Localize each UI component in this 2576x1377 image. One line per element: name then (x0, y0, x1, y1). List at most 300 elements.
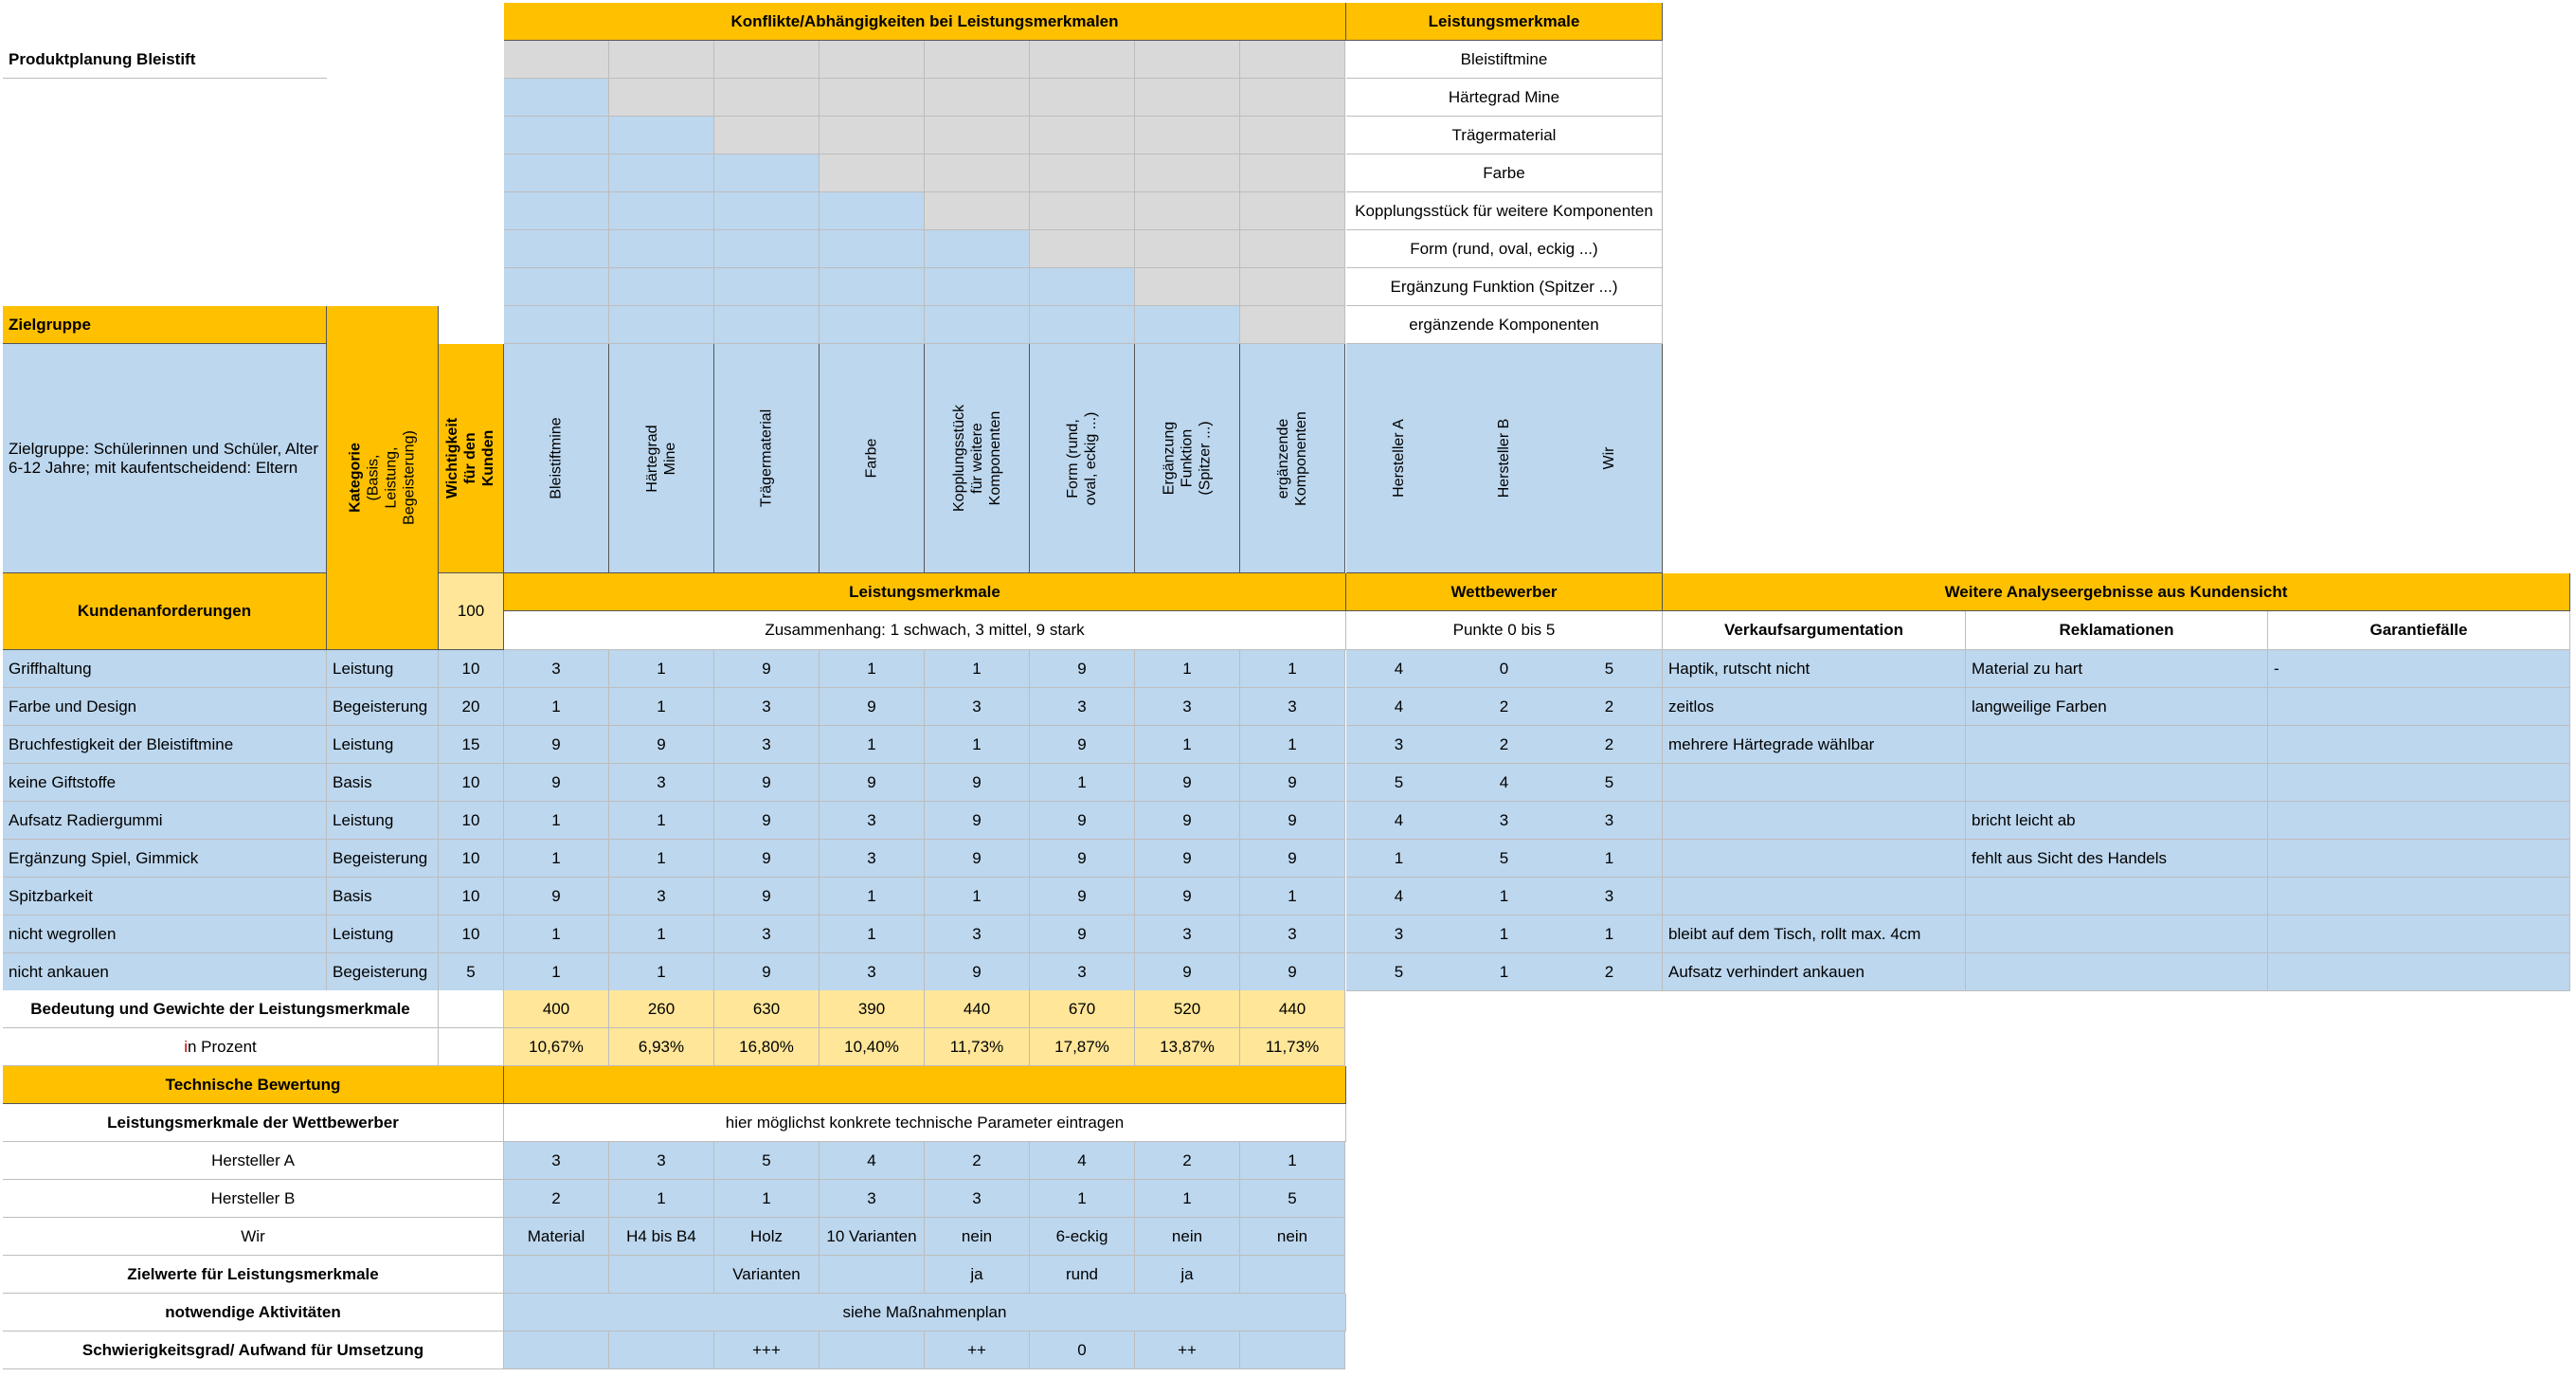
garantie-cell[interactable] (2268, 688, 2570, 726)
conflict-cell[interactable] (504, 306, 609, 344)
kategorie-header[interactable] (327, 306, 439, 650)
conflict-cell[interactable] (609, 79, 714, 117)
weight-value[interactable]: 260 (609, 990, 714, 1028)
relation-value[interactable]: 3 (714, 726, 820, 764)
relation-value[interactable]: 1 (1135, 650, 1240, 688)
conflict-cell[interactable] (1240, 306, 1345, 344)
feature-vertical-header[interactable] (504, 344, 609, 573)
competitor-score[interactable]: 3 (1557, 878, 1663, 915)
feature-label[interactable]: Trägermaterial (1346, 117, 1663, 154)
verkauf-cell[interactable]: mehrere Härtegrade wählbar (1663, 726, 1966, 764)
weight-percent[interactable]: 10,40% (820, 1028, 925, 1066)
weight-percent[interactable]: 17,87% (1030, 1028, 1135, 1066)
conflict-cell[interactable] (1030, 79, 1135, 117)
schw-value[interactable] (609, 1332, 714, 1369)
feature-vertical-header[interactable] (714, 344, 820, 573)
ziel-value[interactable] (1240, 1256, 1345, 1294)
reklamationen-header[interactable]: Reklamationen (1966, 611, 2268, 650)
relation-value[interactable]: 3 (1240, 915, 1345, 953)
conflict-cell[interactable] (1240, 117, 1345, 154)
conflict-cell[interactable] (925, 230, 1030, 268)
competitor-vertical-header[interactable] (1346, 344, 1452, 573)
relation-value[interactable]: 1 (925, 726, 1030, 764)
competitor-score[interactable]: 5 (1557, 650, 1663, 688)
relation-value[interactable]: 3 (820, 802, 925, 840)
reklamation-cell[interactable] (1966, 953, 2268, 991)
tech-value[interactable]: 1 (609, 1180, 714, 1218)
relation-value[interactable]: 1 (1240, 726, 1345, 764)
feature-vertical-header[interactable] (925, 344, 1030, 573)
competitor-score[interactable]: 0 (1451, 650, 1558, 688)
reklamation-cell[interactable] (1966, 878, 2268, 915)
leistungsmerkmale-header-right[interactable]: Leistungsmerkmale (1346, 3, 1663, 41)
weight-percent[interactable]: 13,87% (1135, 1028, 1240, 1066)
weight-value[interactable]: 440 (925, 990, 1030, 1028)
schw-value[interactable]: ++ (925, 1332, 1030, 1369)
conflict-cell[interactable] (609, 41, 714, 79)
feature-label[interactable]: Ergänzung Funktion (Spitzer ...) (1346, 268, 1663, 306)
conflict-cell[interactable] (1240, 192, 1345, 230)
punkte-note[interactable]: Punkte 0 bis 5 (1346, 611, 1663, 650)
requirement-weight[interactable]: 10 (439, 802, 504, 840)
conflict-cell[interactable] (820, 117, 925, 154)
ziel-value[interactable]: ja (925, 1256, 1030, 1294)
relation-value[interactable]: 3 (820, 840, 925, 878)
schw-value[interactable]: ++ (1135, 1332, 1240, 1369)
relation-value[interactable]: 9 (1135, 764, 1240, 802)
competitor-score[interactable]: 5 (1557, 764, 1663, 802)
relation-value[interactable]: 3 (1135, 915, 1240, 953)
verkauf-cell[interactable] (1663, 764, 1966, 802)
relation-value[interactable]: 3 (504, 650, 609, 688)
zusammenhang-note[interactable]: Zusammenhang: 1 schwach, 3 mittel, 9 stark (504, 611, 1346, 650)
conflict-cell[interactable] (1135, 268, 1240, 306)
conflict-cell[interactable] (1135, 79, 1240, 117)
pct-empty[interactable] (439, 1028, 504, 1066)
reklamation-cell[interactable] (1966, 915, 2268, 953)
relation-value[interactable]: 9 (1135, 953, 1240, 991)
verkauf-cell[interactable] (1663, 878, 1966, 915)
relation-value[interactable]: 1 (820, 650, 925, 688)
conflict-cell[interactable] (714, 306, 820, 344)
reklamation-cell[interactable] (1966, 726, 2268, 764)
conflict-cell[interactable] (609, 192, 714, 230)
akt-label[interactable]: notwendige Aktivitäten (3, 1294, 504, 1332)
tech-value[interactable]: 1 (1030, 1180, 1135, 1218)
weight-percent[interactable]: 11,73% (925, 1028, 1030, 1066)
reklamation-cell[interactable]: langweilige Farben (1966, 688, 2268, 726)
competitor-score[interactable]: 4 (1346, 650, 1452, 688)
competitor-score[interactable]: 5 (1346, 764, 1452, 802)
conflict-cell[interactable] (925, 117, 1030, 154)
garantie-cell[interactable] (2268, 726, 2570, 764)
conflict-cell[interactable] (1030, 41, 1135, 79)
conflict-cell[interactable] (820, 79, 925, 117)
relation-value[interactable]: 9 (925, 953, 1030, 991)
tech-value[interactable]: 5 (1240, 1180, 1345, 1218)
garantie-cell[interactable] (2268, 840, 2570, 878)
conflict-cell[interactable] (1240, 268, 1345, 306)
conflict-cell[interactable] (1030, 230, 1135, 268)
kundenanforderungen-header[interactable]: Kundenanforderungen (3, 573, 327, 650)
relation-value[interactable]: 3 (714, 688, 820, 726)
relation-value[interactable]: 1 (609, 650, 714, 688)
requirement-category[interactable]: Leistung (327, 802, 439, 840)
relation-value[interactable]: 9 (1240, 802, 1345, 840)
conflict-cell[interactable] (714, 41, 820, 79)
tech-value[interactable]: 1 (1135, 1180, 1240, 1218)
conflict-cell[interactable] (925, 79, 1030, 117)
relation-value[interactable]: 1 (1030, 764, 1135, 802)
tech-header[interactable]: Technische Bewertung (3, 1066, 504, 1104)
weight-value[interactable]: 630 (714, 990, 820, 1028)
conflict-cell[interactable] (1135, 41, 1240, 79)
requirement-name[interactable]: nicht wegrollen (3, 915, 327, 953)
ziel-label[interactable]: Zielwerte für Leistungsmerkmale (3, 1256, 504, 1294)
conflict-cell[interactable] (925, 41, 1030, 79)
feature-vertical-header[interactable] (820, 344, 925, 573)
verkauf-cell[interactable]: Haptik, rutscht nicht (1663, 650, 1966, 688)
tech-value[interactable]: 6-eckig (1030, 1218, 1135, 1256)
weights-empty[interactable] (439, 990, 504, 1028)
weight-value[interactable]: 400 (504, 990, 609, 1028)
requirement-category[interactable]: Leistung (327, 726, 439, 764)
competitor-score[interactable]: 1 (1451, 878, 1558, 915)
relation-value[interactable]: 1 (504, 802, 609, 840)
ziel-value[interactable] (504, 1256, 609, 1294)
relation-value[interactable]: 1 (609, 688, 714, 726)
relation-value[interactable]: 1 (820, 878, 925, 915)
schw-label[interactable]: Schwierigkeitsgrad/ Aufwand für Umsetzung (3, 1332, 504, 1369)
conflict-cell[interactable] (820, 230, 925, 268)
ziel-value[interactable]: rund (1030, 1256, 1135, 1294)
tech-value[interactable]: Material (504, 1218, 609, 1256)
tech-row-label[interactable]: Wir (3, 1218, 504, 1256)
conflict-cell[interactable] (1240, 154, 1345, 192)
conflict-cell[interactable] (504, 117, 609, 154)
weights-label[interactable]: Bedeutung und Gewichte der Leistungsmerkmale (3, 990, 439, 1028)
competitor-vertical-header[interactable] (1451, 344, 1558, 573)
relation-value[interactable]: 9 (714, 650, 820, 688)
reklamation-cell[interactable]: Material zu hart (1966, 650, 2268, 688)
conflict-cell[interactable] (714, 268, 820, 306)
reklamation-cell[interactable]: fehlt aus Sicht des Handels (1966, 840, 2268, 878)
conflict-cell[interactable] (504, 154, 609, 192)
weight-value[interactable]: 390 (820, 990, 925, 1028)
conflict-cell[interactable] (1030, 268, 1135, 306)
requirement-weight[interactable]: 10 (439, 840, 504, 878)
conflict-cell[interactable] (714, 117, 820, 154)
requirement-category[interactable]: Begeisterung (327, 840, 439, 878)
schw-value[interactable] (1240, 1332, 1345, 1369)
verkauf-header[interactable]: Verkaufsargumentation (1663, 611, 1966, 650)
leistungsmerkmale-header[interactable]: Leistungsmerkmale (504, 573, 1346, 611)
requirement-name[interactable]: nicht ankauen (3, 953, 327, 991)
relation-value[interactable]: 1 (504, 953, 609, 991)
requirement-weight[interactable]: 10 (439, 650, 504, 688)
conflict-cell[interactable] (609, 230, 714, 268)
conflict-cell[interactable] (504, 41, 609, 79)
competitor-score[interactable]: 2 (1451, 726, 1558, 764)
ziel-value[interactable] (820, 1256, 925, 1294)
requirement-name[interactable]: Aufsatz Radiergummi (3, 802, 327, 840)
requirement-category[interactable]: Basis (327, 764, 439, 802)
feature-vertical-header[interactable] (1240, 344, 1345, 573)
tech-value[interactable]: 4 (820, 1142, 925, 1180)
conflict-cell[interactable] (609, 268, 714, 306)
relation-value[interactable]: 9 (714, 953, 820, 991)
tech-value[interactable]: nein (1135, 1218, 1240, 1256)
tech-value[interactable]: 3 (504, 1142, 609, 1180)
conflict-cell[interactable] (1240, 79, 1345, 117)
competitor-score[interactable]: 1 (1557, 915, 1663, 953)
relation-value[interactable]: 9 (1240, 953, 1345, 991)
requirement-weight[interactable]: 10 (439, 915, 504, 953)
verkauf-cell[interactable]: Aufsatz verhindert ankauen (1663, 953, 1966, 991)
relation-value[interactable]: 3 (925, 688, 1030, 726)
conflict-cell[interactable] (925, 268, 1030, 306)
competitor-score[interactable]: 2 (1557, 726, 1663, 764)
relation-value[interactable]: 9 (609, 726, 714, 764)
requirement-name[interactable]: Spitzbarkeit (3, 878, 327, 915)
requirement-category[interactable]: Begeisterung (327, 953, 439, 991)
conflict-cell[interactable] (714, 230, 820, 268)
tech-value[interactable]: 3 (925, 1180, 1030, 1218)
relation-value[interactable]: 9 (1240, 764, 1345, 802)
competitor-score[interactable]: 1 (1346, 840, 1452, 878)
relation-value[interactable]: 9 (925, 802, 1030, 840)
relation-value[interactable]: 9 (1030, 878, 1135, 915)
requirement-category[interactable]: Leistung (327, 915, 439, 953)
tech-comp-label[interactable]: Leistungsmerkmale der Wettbewerber (3, 1104, 504, 1142)
relation-value[interactable]: 9 (1135, 802, 1240, 840)
competitor-score[interactable]: 4 (1346, 688, 1452, 726)
relation-value[interactable]: 9 (714, 802, 820, 840)
relation-value[interactable]: 9 (714, 764, 820, 802)
feature-label[interactable]: Härtegrad Mine (1346, 79, 1663, 117)
wichtigkeit-header[interactable] (439, 344, 504, 573)
conflict-cell[interactable] (504, 268, 609, 306)
tech-value[interactable]: 3 (609, 1142, 714, 1180)
conflict-cell[interactable] (1135, 192, 1240, 230)
conflict-cell[interactable] (714, 192, 820, 230)
competitor-score[interactable]: 5 (1346, 953, 1452, 991)
relation-value[interactable]: 3 (820, 953, 925, 991)
tech-value[interactable]: H4 bis B4 (609, 1218, 714, 1256)
feature-label[interactable]: Kopplungsstück für weitere Komponenten (1346, 192, 1663, 230)
zielgruppe-text[interactable]: Zielgruppe: Schülerinnen und Schüler, Alter 6-12 Jahre; mit kaufentscheidend: Eltern (3, 344, 327, 573)
competitor-score[interactable]: 1 (1451, 915, 1558, 953)
relation-value[interactable]: 1 (820, 915, 925, 953)
relation-value[interactable]: 9 (1030, 840, 1135, 878)
relation-value[interactable]: 1 (925, 650, 1030, 688)
schw-value[interactable]: +++ (714, 1332, 820, 1369)
feature-vertical-header[interactable] (609, 344, 714, 573)
relation-value[interactable]: 9 (1030, 802, 1135, 840)
schw-value[interactable] (820, 1332, 925, 1369)
relation-value[interactable]: 9 (1135, 840, 1240, 878)
ziel-value[interactable]: ja (1135, 1256, 1240, 1294)
competitor-score[interactable]: 2 (1557, 688, 1663, 726)
verkauf-cell[interactable] (1663, 802, 1966, 840)
relation-value[interactable]: 9 (1240, 840, 1345, 878)
tech-value[interactable]: Holz (714, 1218, 820, 1256)
relation-value[interactable]: 3 (714, 915, 820, 953)
akt-text[interactable]: siehe Maßnahmenplan (504, 1294, 1346, 1332)
requirement-name[interactable]: Griffhaltung (3, 650, 327, 688)
requirement-weight[interactable]: 10 (439, 878, 504, 915)
tech-value[interactable]: 2 (504, 1180, 609, 1218)
relation-value[interactable]: 1 (504, 915, 609, 953)
feature-vertical-header[interactable] (1135, 344, 1240, 573)
conflict-cell[interactable] (609, 154, 714, 192)
conflicts-header[interactable]: Konflikte/Abhängigkeiten bei Leistungsmerkmalen (504, 3, 1346, 41)
conflict-cell[interactable] (1135, 306, 1240, 344)
tech-value[interactable]: 1 (714, 1180, 820, 1218)
ziel-value[interactable] (609, 1256, 714, 1294)
relation-value[interactable]: 3 (609, 764, 714, 802)
conflict-cell[interactable] (504, 192, 609, 230)
conflict-cell[interactable] (504, 230, 609, 268)
competitor-score[interactable]: 3 (1346, 726, 1452, 764)
conflict-cell[interactable] (1240, 230, 1345, 268)
feature-vertical-header[interactable] (1030, 344, 1135, 573)
tech-header-fill[interactable] (504, 1066, 1346, 1104)
competitor-score[interactable]: 4 (1346, 878, 1452, 915)
weight-value[interactable]: 520 (1135, 990, 1240, 1028)
relation-value[interactable]: 1 (609, 953, 714, 991)
weight-percent[interactable]: 16,80% (714, 1028, 820, 1066)
tech-value[interactable]: 1 (1240, 1142, 1345, 1180)
ziel-value[interactable]: Varianten (714, 1256, 820, 1294)
competitor-score[interactable]: 4 (1451, 764, 1558, 802)
relation-value[interactable]: 9 (925, 764, 1030, 802)
conflict-cell[interactable] (1240, 41, 1345, 79)
garantie-cell[interactable] (2268, 915, 2570, 953)
tech-comp-hint[interactable]: hier möglichst konkrete technische Parameter eintragen (504, 1104, 1346, 1142)
requirement-category[interactable]: Basis (327, 878, 439, 915)
weight-percent[interactable]: 10,67% (504, 1028, 609, 1066)
conflict-cell[interactable] (820, 192, 925, 230)
competitor-score[interactable]: 4 (1346, 802, 1452, 840)
page-title[interactable]: Produktplanung Bleistift (3, 41, 327, 79)
weight-percent[interactable]: 6,93% (609, 1028, 714, 1066)
conflict-cell[interactable] (1135, 117, 1240, 154)
relation-value[interactable]: 9 (714, 878, 820, 915)
requirement-name[interactable]: keine Giftstoffe (3, 764, 327, 802)
verkauf-cell[interactable] (1663, 840, 1966, 878)
relation-value[interactable]: 1 (1135, 726, 1240, 764)
tech-value[interactable]: 3 (820, 1180, 925, 1218)
conflict-cell[interactable] (609, 117, 714, 154)
garantie-cell[interactable] (2268, 802, 2570, 840)
requirement-name[interactable]: Farbe und Design (3, 688, 327, 726)
relation-value[interactable]: 3 (1135, 688, 1240, 726)
relation-value[interactable]: 1 (1240, 650, 1345, 688)
competitor-vertical-header[interactable] (1557, 344, 1663, 573)
reklamation-cell[interactable]: bricht leicht ab (1966, 802, 2268, 840)
competitor-score[interactable]: 2 (1557, 953, 1663, 991)
schw-value[interactable]: 0 (1030, 1332, 1135, 1369)
relation-value[interactable]: 1 (925, 878, 1030, 915)
relation-value[interactable]: 1 (1240, 878, 1345, 915)
conflict-cell[interactable] (1030, 117, 1135, 154)
requirement-name[interactable]: Bruchfestigkeit der Bleistiftmine (3, 726, 327, 764)
weight-value[interactable]: 440 (1240, 990, 1345, 1028)
conflict-cell[interactable] (609, 306, 714, 344)
feature-label[interactable]: Form (rund, oval, eckig ...) (1346, 230, 1663, 268)
relation-value[interactable]: 1 (504, 688, 609, 726)
relation-value[interactable]: 9 (714, 840, 820, 878)
conflict-cell[interactable] (1030, 154, 1135, 192)
relation-value[interactable]: 9 (1030, 726, 1135, 764)
feature-label[interactable]: ergänzende Komponenten (1346, 306, 1663, 344)
conflict-cell[interactable] (1030, 306, 1135, 344)
garantie-header[interactable]: Garantiefälle (2268, 611, 2570, 650)
conflict-cell[interactable] (1135, 230, 1240, 268)
tech-value[interactable]: 4 (1030, 1142, 1135, 1180)
tech-value[interactable]: nein (925, 1218, 1030, 1256)
requirement-category[interactable]: Leistung (327, 650, 439, 688)
tech-value[interactable]: 5 (714, 1142, 820, 1180)
relation-value[interactable]: 9 (820, 688, 925, 726)
tech-value[interactable]: 10 Varianten (820, 1218, 925, 1256)
conflict-cell[interactable] (925, 192, 1030, 230)
requirement-weight[interactable]: 5 (439, 953, 504, 991)
relation-value[interactable]: 9 (1135, 878, 1240, 915)
conflict-cell[interactable] (925, 154, 1030, 192)
garantie-cell[interactable] (2268, 878, 2570, 915)
relation-value[interactable]: 3 (1030, 953, 1135, 991)
reklamation-cell[interactable] (1966, 764, 2268, 802)
verkauf-cell[interactable]: zeitlos (1663, 688, 1966, 726)
tech-value[interactable]: 2 (925, 1142, 1030, 1180)
weight-value[interactable]: 670 (1030, 990, 1135, 1028)
schw-value[interactable] (504, 1332, 609, 1369)
conflict-cell[interactable] (1030, 192, 1135, 230)
tech-value[interactable]: 2 (1135, 1142, 1240, 1180)
weight-percent[interactable]: 11,73% (1240, 1028, 1345, 1066)
wichtigkeit-total[interactable]: 100 (439, 573, 504, 650)
conflict-cell[interactable] (820, 306, 925, 344)
relation-value[interactable]: 9 (820, 764, 925, 802)
competitor-score[interactable]: 2 (1451, 688, 1558, 726)
requirement-weight[interactable]: 15 (439, 726, 504, 764)
relation-value[interactable]: 9 (504, 878, 609, 915)
relation-value[interactable]: 3 (1030, 688, 1135, 726)
relation-value[interactable]: 1 (820, 726, 925, 764)
relation-value[interactable]: 9 (1030, 650, 1135, 688)
relation-value[interactable]: 3 (925, 915, 1030, 953)
relation-value[interactable]: 1 (609, 915, 714, 953)
relation-value[interactable]: 1 (504, 840, 609, 878)
zielgruppe-header[interactable]: Zielgruppe (3, 306, 327, 344)
conflict-cell[interactable] (820, 154, 925, 192)
wettbewerber-header[interactable]: Wettbewerber (1346, 573, 1663, 611)
conflict-cell[interactable] (820, 268, 925, 306)
conflict-cell[interactable] (820, 41, 925, 79)
feature-label[interactable]: Bleistiftmine (1346, 41, 1663, 79)
conflict-cell[interactable] (504, 79, 609, 117)
competitor-score[interactable]: 5 (1451, 840, 1558, 878)
requirement-weight[interactable]: 20 (439, 688, 504, 726)
competitor-score[interactable]: 1 (1557, 840, 1663, 878)
garantie-cell[interactable]: - (2268, 650, 2570, 688)
conflict-cell[interactable] (714, 79, 820, 117)
tech-row-label[interactable]: Hersteller B (3, 1180, 504, 1218)
conflict-cell[interactable] (925, 306, 1030, 344)
relation-value[interactable]: 1 (609, 802, 714, 840)
